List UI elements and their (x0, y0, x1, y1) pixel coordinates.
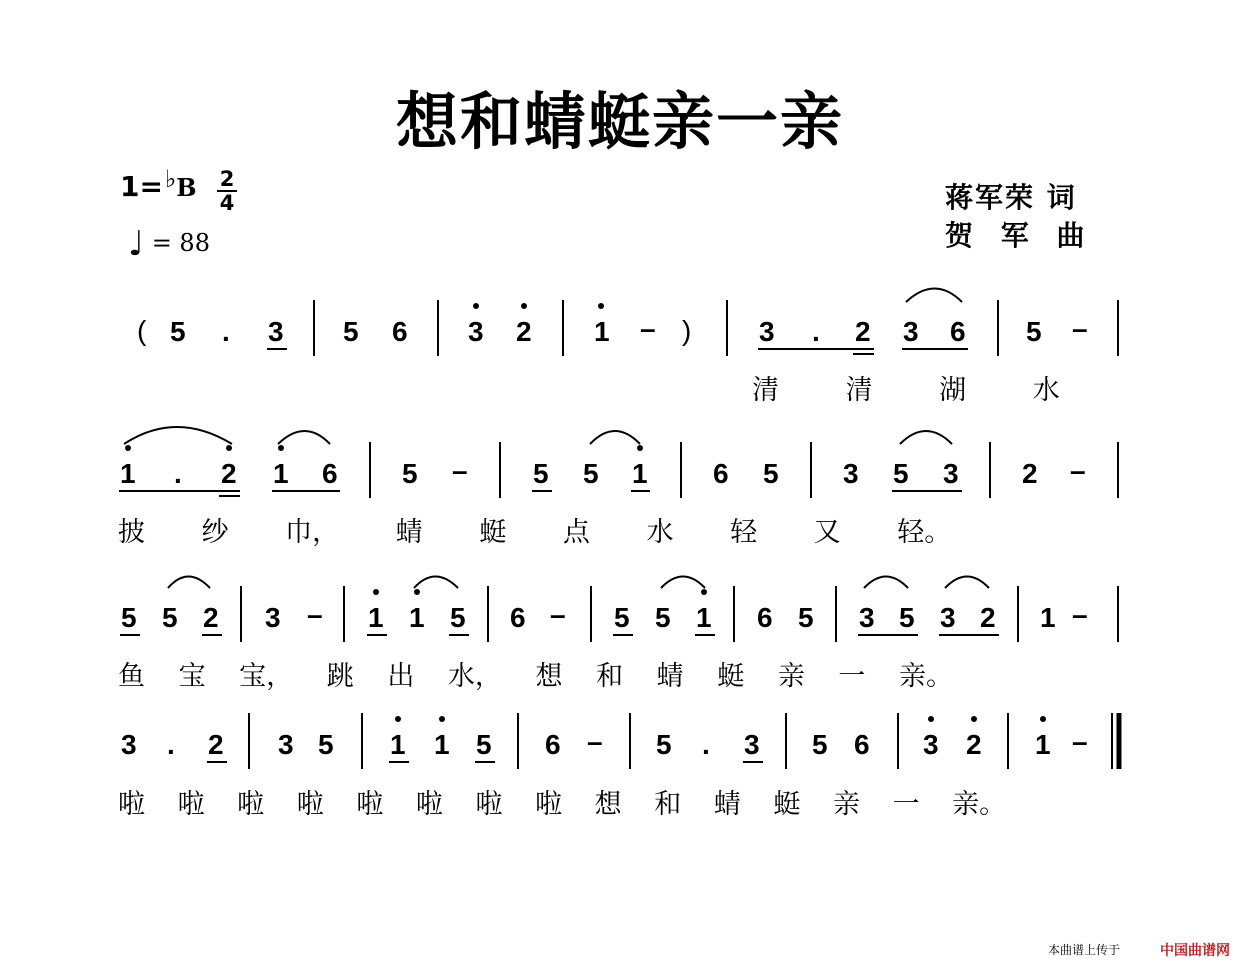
svg-text:3: 3 (268, 316, 284, 347)
svg-text:–: – (452, 455, 468, 486)
meter-top: 2 (219, 167, 235, 191)
svg-text:2: 2 (966, 729, 982, 760)
svg-text:5: 5 (899, 602, 915, 633)
svg-text:–: – (587, 726, 603, 757)
svg-text:3: 3 (468, 316, 484, 347)
svg-text:1: 1 (273, 458, 289, 489)
tempo-value: = 88 (151, 229, 210, 257)
open-paren: ( (137, 315, 147, 346)
svg-text:5: 5 (583, 458, 599, 489)
svg-text:5: 5 (1026, 316, 1042, 347)
svg-text:2: 2 (516, 316, 532, 347)
svg-text:6: 6 (713, 458, 729, 489)
score-row-2 (119, 427, 1118, 498)
svg-text:3: 3 (744, 729, 760, 760)
key-note: B (176, 173, 197, 202)
svg-text:5: 5 (450, 602, 466, 633)
key-numeral: 1 (120, 170, 140, 203)
svg-text:6: 6 (545, 729, 561, 760)
svg-text:5: 5 (655, 602, 671, 633)
svg-text:3: 3 (278, 729, 294, 760)
page-title: 想和蜻蜓亲一亲 (395, 85, 844, 158)
svg-text:5: 5 (798, 602, 814, 633)
lyricist-credit: 蒋军荣 词 (945, 181, 1077, 214)
svg-text:3: 3 (943, 458, 959, 489)
svg-text:5: 5 (318, 729, 334, 760)
svg-text:3: 3 (923, 729, 939, 760)
meter-bottom: 4 (219, 191, 235, 215)
svg-text:5: 5 (162, 602, 178, 633)
svg-text:1: 1 (1035, 729, 1051, 760)
score-row-1 (137, 289, 1118, 357)
lyrics-row-3: 鱼 宝 宝， 跳 出 水， 想 和 蜻 蜓 亲 一 亲。 (118, 661, 953, 692)
svg-text:.: . (167, 729, 175, 760)
svg-text:): ) (682, 315, 692, 346)
svg-text:–: – (1072, 726, 1088, 757)
site-logo[interactable]: 中国曲谱网 (1160, 943, 1230, 959)
svg-text:6: 6 (322, 458, 338, 489)
svg-text:1: 1 (368, 602, 384, 633)
key-equals: = (139, 170, 163, 203)
svg-text:6: 6 (950, 316, 966, 347)
svg-text:5: 5 (533, 458, 549, 489)
svg-text:2: 2 (855, 316, 871, 347)
svg-text:2: 2 (208, 729, 224, 760)
svg-text:1: 1 (594, 316, 610, 347)
svg-text:6: 6 (854, 729, 870, 760)
lyrics-row-4: 啦 啦 啦 啦 啦 啦 啦 啦 想 和 蜻 蜓 亲 一 亲。 (118, 789, 1007, 820)
svg-text:1: 1 (696, 602, 712, 633)
svg-text:.: . (222, 316, 230, 347)
lyrics-row-1: 清 清 湖 水 (752, 375, 1060, 406)
svg-text:1: 1 (434, 729, 450, 760)
svg-text:3: 3 (903, 316, 919, 347)
score-row-4 (121, 713, 1119, 769)
svg-text:1: 1 (120, 458, 136, 489)
svg-text:5: 5 (402, 458, 418, 489)
svg-text:5: 5 (893, 458, 909, 489)
flat-sign: ♭ (164, 165, 177, 193)
svg-text:3: 3 (940, 602, 956, 633)
svg-text:3: 3 (843, 458, 859, 489)
composer-credit: 贺 军 曲 (945, 219, 1087, 252)
svg-text:2: 2 (980, 602, 996, 633)
svg-text:6: 6 (757, 602, 773, 633)
svg-text:–: – (307, 599, 323, 630)
svg-text:–: – (1072, 313, 1088, 344)
svg-text:5: 5 (343, 316, 359, 347)
svg-text:3: 3 (759, 316, 775, 347)
svg-text:5: 5 (476, 729, 492, 760)
svg-text:5: 5 (812, 729, 828, 760)
svg-text:6: 6 (510, 602, 526, 633)
svg-text:6: 6 (392, 316, 408, 347)
svg-text:–: – (640, 313, 656, 344)
svg-text:1: 1 (632, 458, 648, 489)
svg-text:3: 3 (265, 602, 281, 633)
svg-text:.: . (702, 729, 710, 760)
svg-text:5: 5 (614, 602, 630, 633)
svg-text:–: – (1070, 455, 1086, 486)
svg-text:1: 1 (390, 729, 406, 760)
svg-text:–: – (1072, 599, 1088, 630)
score-row-3 (120, 577, 1118, 643)
upload-note: 本曲谱上传于 (1047, 943, 1120, 957)
svg-text:3: 3 (121, 729, 137, 760)
svg-text:3: 3 (859, 602, 875, 633)
svg-text:5: 5 (170, 316, 186, 347)
lyrics-row-2: 披 纱 巾， 蜻 蜓 点 水 轻 又 轻。 (118, 517, 952, 548)
svg-text:1: 1 (1040, 602, 1056, 633)
svg-text:1: 1 (409, 602, 425, 633)
svg-text:5: 5 (763, 458, 779, 489)
svg-text:5: 5 (656, 729, 672, 760)
svg-text:2: 2 (1022, 458, 1038, 489)
svg-text:.: . (812, 316, 820, 347)
svg-text:–: – (550, 599, 566, 630)
quarter-note-icon: ♩ (128, 224, 145, 264)
svg-text:5: 5 (121, 602, 137, 633)
svg-text:.: . (174, 458, 182, 489)
svg-text:2: 2 (203, 602, 219, 633)
svg-text:2: 2 (221, 458, 237, 489)
